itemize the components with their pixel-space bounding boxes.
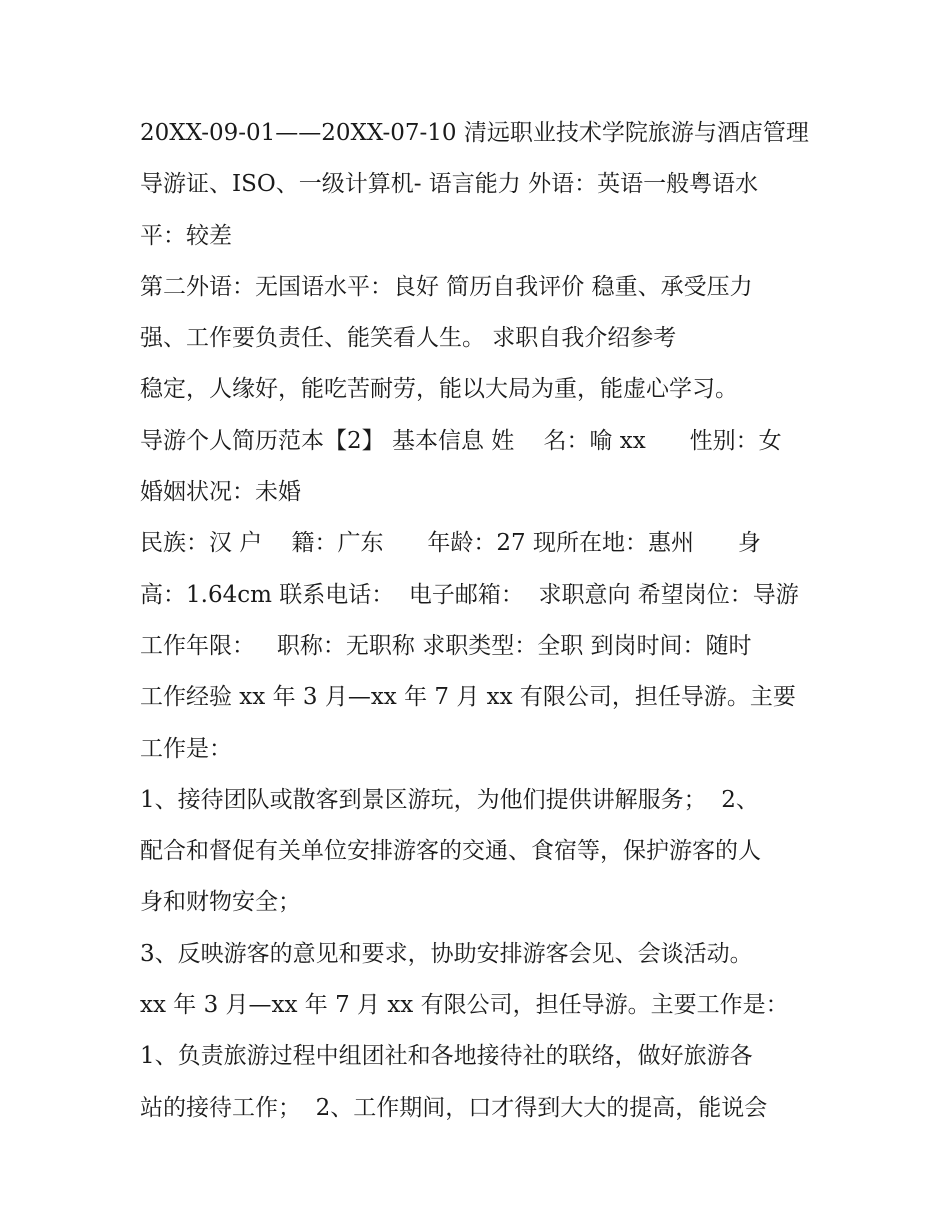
text-line: 强、工作要负责任、能笑看人生。 求职自我介绍参考 (140, 325, 677, 352)
text-line: 婚姻状况：未婚 (140, 479, 301, 506)
text-line: 工作是： (140, 735, 232, 762)
text-line: 稳定，人缘好，能吃苦耐劳，能以大局为重，能虚心学习。 (140, 376, 738, 403)
text-line: 3、反映游客的意见和要求，协助安排游客会见、会谈活动。 (140, 940, 753, 967)
text-line: 1、负责旅游过程中组团社和各地接待社的联络，做好旅游各 (140, 1043, 753, 1070)
text-line: 工作年限： 职称：无职称 求职类型：全职 到岗时间：随时 (140, 632, 752, 659)
text-line: 导游证、ISO、一级计算机- 语言能力 外语：英语一般粤语水 (140, 171, 759, 198)
text-line: 高：1.64cm 联系电话： 电子邮箱： 求职意向 希望岗位：导游 (140, 581, 799, 608)
text-line: 平：较差 (140, 222, 232, 249)
text-line: 20XX-09-01——20XX-07-10 清远职业技术学院旅游与酒店管理 (140, 120, 809, 146)
text-line: 导游个人简历范本【2】 基本信息 姓 名：喻 xx 性别：女 (140, 427, 782, 454)
text-line: 民族：汉 户 籍：广东 年龄：27 现所在地：惠州 身 (140, 530, 761, 557)
text-line: 站的接待工作； 2、工作期间，口才得到大大的提高，能说会 (140, 1094, 768, 1121)
text-line: xx 年 3 月—xx 年 7 月 xx 有限公司，担任导游。主要工作是： (140, 992, 789, 1019)
text-line: 1、接待团队或散客到景区游玩，为他们提供讲解服务； 2、 (140, 786, 759, 813)
document-body (140, 108, 830, 1134)
text-line: 工作经验 xx 年 3 月—xx 年 7 月 xx 有限公司，担任导游。主要 (140, 684, 796, 711)
text-line: 身和财物安全； (140, 889, 301, 916)
text-line: 配合和督促有关单位安排游客的交通、食宿等，保护游客的人 (140, 838, 761, 865)
text-line: 第二外语：无国语水平：良好 简历自我评价 稳重、承受压力 (140, 273, 753, 300)
